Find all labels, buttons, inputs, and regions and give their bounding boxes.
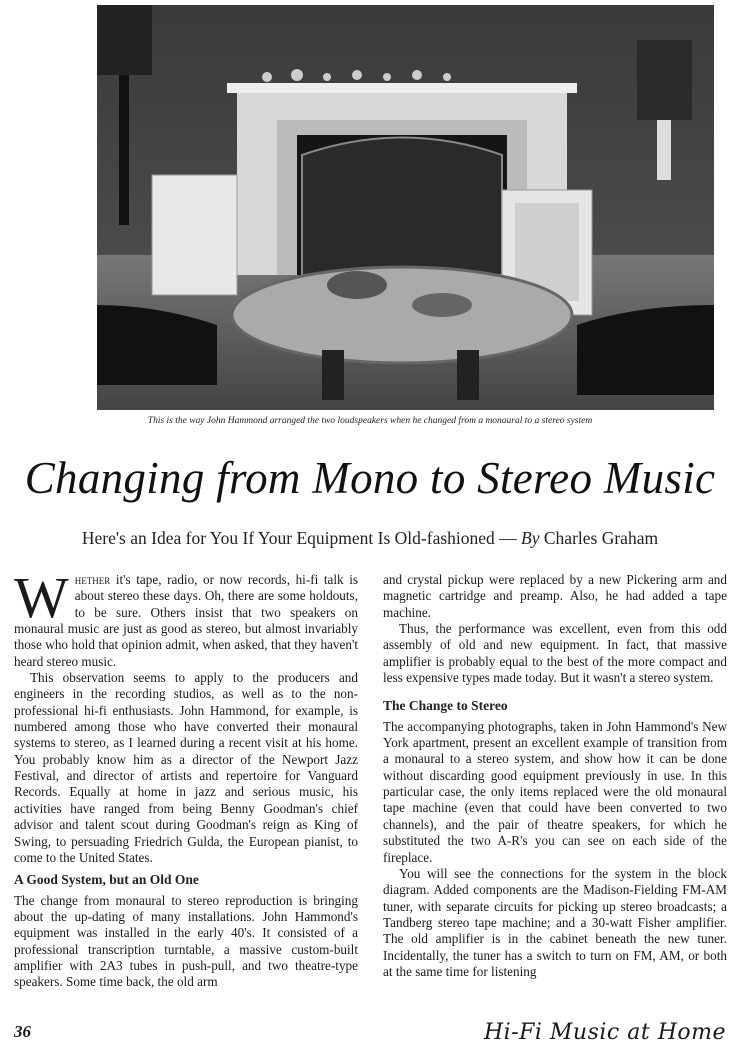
drop-cap: W (14, 565, 69, 630)
photo-caption: This is the way John Hammond arranged the two loudspeakers when he changed from a monaural to a stereo system (147, 416, 593, 426)
column-left (14, 565, 358, 991)
paragraph: The change from monaural to stereo reproduction is bringing about the up-dating of many installations. John Hammond's equipment was installed in the early 40's. It consisted of a professional transcription turntable, a massive custom-built amplifier with 2A3 tubes in push-pull, and two theatre-type speakers. Some time back, the old arm (14, 892, 358, 990)
paragraph: and crystal pickup were replaced by a new Pickering arm and magnetic cartridge and preamp. Also, he had added a tape machine. (383, 572, 727, 620)
paragraph-text: it's tape, radio, or now records, hi-fi talk is about stereo these days. Oh, there are some holdouts, to be sure. Others insist that two speakers on monaural music are just as good as stereo, but almost invariably those who hold that opinion admit, when asked, that they haven't heard stereo music. (14, 572, 358, 669)
section-heading: A Good System, but an Old One (14, 872, 199, 888)
paragraph: You will see the connections for the system in the block diagram. Added components are the Madison-Fielding FM-AM tuner, with separate circuits for picking up stereo broadcasts; a Tandberg stereo tape machine; and a 30-watt Fisher amplifier. The old amplifier is in the cabinet beneath the new tuner. Incidentally, the tuner has a switch to turn on FM, AM, or both at the same time for listening (383, 865, 727, 979)
author-name: Charles Graham (543, 528, 659, 548)
section-heading: The Change to Stereo (383, 698, 508, 714)
article-title: Changing from Mono to Stereo Music (24, 453, 716, 503)
paragraph: This observation seems to apply to the producers and engineers in the recording studios, as well as to the non-professional hi-fi enthusiasts. John Hammond, for example, is numbered among those who have converted their monaural systems to stereo, as I learned during a recent visit at his home. You probably know him as a director of the Newport Jazz Festival, and director of artists and repertoire for Vanguard Records. Equally at home in jazz and serious music, his activities have ranged from being Benny Goodman's chief advisor and talent scout during Goodman's reign as King of Swing, to persuading Friedrich Gulda, the European pianist, to come to the United States. (14, 670, 358, 865)
room-photo (97, 5, 714, 410)
paragraph: Thus, the performance was excellent, even from this odd assembly of old and new equipment. In fact, that massive amplifier is probably equal to the best of the more compact and less expensive types made today. But it wasn't a stereo system. (383, 621, 727, 686)
subtitle-text: Here's an Idea for You If Your Equipment Is Old-fashioned — (81, 528, 517, 548)
column-right (383, 572, 727, 980)
byline-prefix: By (521, 528, 540, 548)
paragraph (14, 565, 358, 670)
article-subtitle (0, 528, 740, 549)
page-number: 36 (14, 1022, 31, 1041)
paragraph: The accompanying photographs, taken in John Hammond's New York apartment, present an excellent example of transition from a monaural to a stereo system, and show how it can be done without discarding good equipment previously in use. In this particular case, the only items replaced were the old monaural tape machine (even that could have been converted to two channels), and the pair of theatre speakers, for which he substituted the two A-R's you can see on each side of the fireplace. (383, 718, 727, 865)
first-word: hether (74, 572, 111, 587)
living-room-image (97, 5, 714, 410)
magazine-name: Hi-Fi Music at Home (483, 1020, 726, 1045)
